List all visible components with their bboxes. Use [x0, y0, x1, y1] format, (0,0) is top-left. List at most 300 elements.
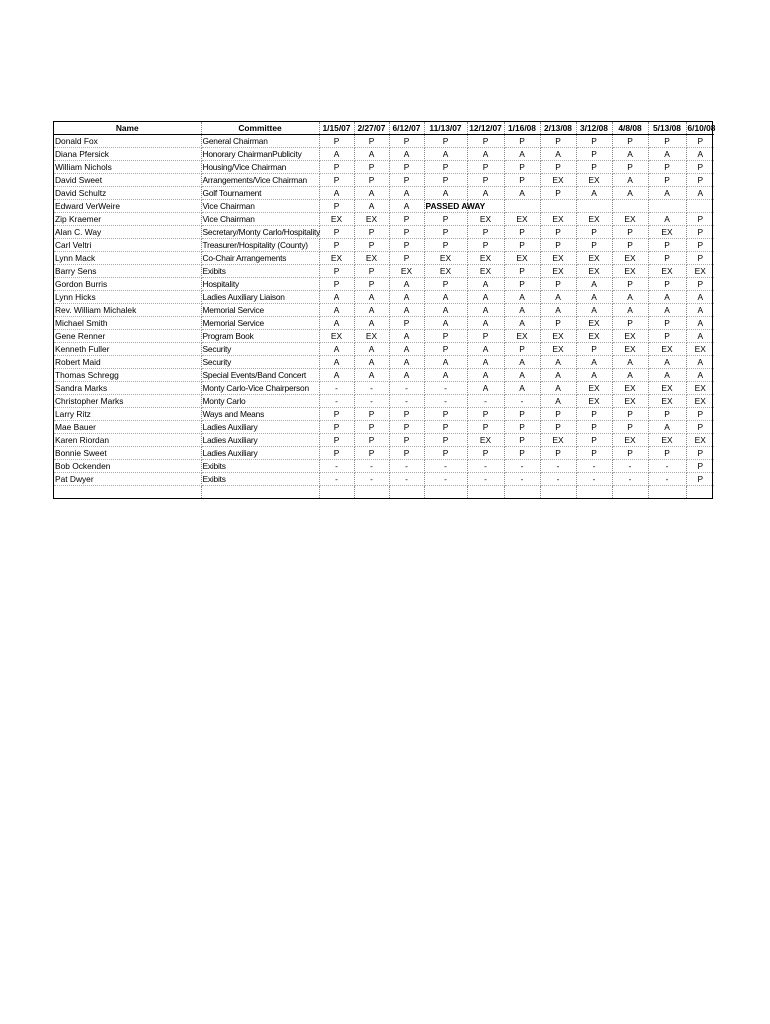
attendance-cell: P — [504, 278, 540, 291]
attendance-cell: EX — [319, 330, 354, 343]
attendance-cell: A — [686, 291, 714, 304]
attendance-cell: P — [389, 434, 424, 447]
attendance-cell: EX — [576, 265, 612, 278]
committee-cell: Monty Carlo-Vice Chairperson — [201, 382, 319, 395]
member-name: Kenneth Fuller — [54, 343, 201, 356]
attendance-cell: P — [467, 408, 504, 421]
attendance-cell: P — [504, 447, 540, 460]
attendance-cell: P — [612, 447, 648, 460]
attendance-cell: A — [612, 174, 648, 187]
committee-cell: Security — [201, 356, 319, 369]
attendance-cell: A — [576, 304, 612, 317]
table-row — [54, 174, 714, 187]
attendance-cell: A — [648, 304, 686, 317]
member-name: Karen Riordan — [54, 434, 201, 447]
member-name: Sandra Marks — [54, 382, 201, 395]
attendance-cell: P — [467, 239, 504, 252]
date-header: 6/12/07 — [389, 122, 424, 135]
member-name: David Sweet — [54, 174, 201, 187]
attendance-cell: P — [576, 226, 612, 239]
attendance-cell: P — [467, 174, 504, 187]
attendance-cell: P — [686, 447, 714, 460]
attendance-cell: P — [576, 161, 612, 174]
attendance-cell: A — [576, 278, 612, 291]
committee-cell: Secretary/Monty Carlo/Hospitality — [202, 227, 321, 237]
attendance-cell: P — [354, 434, 389, 447]
table-row — [54, 421, 714, 434]
attendance-cell: A — [504, 304, 540, 317]
attendance-cell: P — [467, 226, 504, 239]
attendance-cell: P — [504, 135, 540, 148]
attendance-cell: A — [467, 278, 504, 291]
attendance-cell: A — [686, 148, 714, 161]
attendance-cell: P — [612, 239, 648, 252]
attendance-cell: - — [389, 473, 424, 486]
attendance-cell: EX — [540, 265, 576, 278]
committee-cell: Ladies Auxiliary — [201, 434, 319, 447]
attendance-cell: A — [354, 200, 389, 213]
attendance-cell: EX — [389, 265, 424, 278]
committee-cell: Honorary ChairmanPublicity — [201, 148, 319, 161]
attendance-cell: EX — [576, 252, 612, 265]
attendance-cell: A — [576, 369, 612, 382]
attendance-cell: P — [319, 278, 354, 291]
attendance-cell: A — [612, 148, 648, 161]
date-header: 11/13/07 — [424, 122, 467, 135]
attendance-cell: P — [424, 226, 467, 239]
attendance-cell: A — [467, 304, 504, 317]
attendance-cell: EX — [686, 395, 714, 408]
attendance-cell: P — [319, 434, 354, 447]
empty-cell — [612, 486, 648, 499]
attendance-cell: A — [389, 200, 424, 213]
attendance-cell: P — [424, 278, 467, 291]
attendance-cell: A — [686, 304, 714, 317]
attendance-cell: P — [686, 161, 714, 174]
attendance-cell: EX — [648, 343, 686, 356]
attendance-cell: EX — [354, 330, 389, 343]
member-name: Gordon Burris — [54, 278, 201, 291]
attendance-cell: P — [424, 330, 467, 343]
attendance-sheet — [53, 121, 716, 499]
attendance-cell: P — [504, 161, 540, 174]
attendance-cell: P — [354, 135, 389, 148]
empty-cell — [424, 486, 467, 499]
attendance-cell: P — [540, 226, 576, 239]
attendance-cell: EX — [686, 343, 714, 356]
attendance-cell: - — [424, 395, 467, 408]
attendance-cell: A — [504, 317, 540, 330]
committee-cell: Program Book — [201, 330, 319, 343]
attendance-cell: A — [319, 343, 354, 356]
attendance-cell: P — [540, 187, 576, 200]
attendance-cell: A — [354, 148, 389, 161]
attendance-cell: P — [504, 239, 540, 252]
member-name: Larry Ritz — [54, 408, 201, 421]
attendance-cell: P — [540, 408, 576, 421]
empty-cell — [467, 486, 504, 499]
table-row — [54, 460, 714, 473]
attendance-cell: EX — [467, 252, 504, 265]
attendance-cell: - — [648, 460, 686, 473]
attendance-cell: EX — [612, 330, 648, 343]
attendance-cell: P — [389, 213, 424, 226]
attendance-cell: - — [354, 473, 389, 486]
committee-header: Committee — [201, 122, 319, 135]
attendance-cell: P — [576, 447, 612, 460]
attendance-cell: P — [389, 408, 424, 421]
empty-cell — [686, 486, 714, 499]
attendance-cell: EX — [319, 213, 354, 226]
blank-row — [54, 486, 714, 499]
member-name: Robert Maid — [54, 356, 201, 369]
status-note: PASSED AWAY — [425, 201, 486, 211]
committee-cell: Exibits — [201, 265, 319, 278]
attendance-cell: P — [389, 447, 424, 460]
attendance-cell: A — [648, 213, 686, 226]
empty-cell — [686, 200, 714, 213]
date-header: 1/15/07 — [319, 122, 354, 135]
committee-cell: Ladies Auxiliary Liaison — [201, 291, 319, 304]
attendance-cell: P — [686, 460, 714, 473]
member-name: Mae Bauer — [54, 421, 201, 434]
attendance-cell: P — [354, 239, 389, 252]
attendance-cell: - — [319, 395, 354, 408]
attendance-cell: P — [540, 161, 576, 174]
date-header: 2/27/07 — [354, 122, 389, 135]
attendance-cell: P — [389, 421, 424, 434]
attendance-cell: - — [467, 395, 504, 408]
attendance-cell: A — [540, 382, 576, 395]
attendance-cell: A — [612, 187, 648, 200]
attendance-cell: P — [424, 174, 467, 187]
attendance-cell: - — [612, 460, 648, 473]
attendance-cell: A — [686, 317, 714, 330]
attendance-cell: - — [354, 395, 389, 408]
committee-cell: Ways and Means — [201, 408, 319, 421]
attendance-cell: A — [424, 291, 467, 304]
empty-cell — [540, 486, 576, 499]
attendance-cell: A — [648, 291, 686, 304]
attendance-cell: P — [319, 174, 354, 187]
attendance-cell: P — [612, 317, 648, 330]
attendance-cell: P — [540, 135, 576, 148]
empty-cell — [576, 200, 612, 213]
attendance-table — [54, 122, 714, 498]
committee-cell: Vice Chairman — [201, 213, 319, 226]
attendance-cell: P — [319, 408, 354, 421]
table-row — [54, 226, 714, 239]
attendance-cell: EX — [648, 226, 686, 239]
committee-cell: Memorial Service — [201, 304, 319, 317]
table-row — [54, 278, 714, 291]
attendance-cell: P — [648, 239, 686, 252]
attendance-cell: - — [540, 473, 576, 486]
date-header: 1/16/08 — [504, 122, 540, 135]
attendance-cell: P — [576, 408, 612, 421]
attendance-cell: A — [648, 187, 686, 200]
attendance-cell: EX — [540, 174, 576, 187]
attendance-cell: A — [576, 187, 612, 200]
attendance-cell: P — [576, 148, 612, 161]
attendance-cell: A — [686, 330, 714, 343]
attendance-cell: A — [354, 369, 389, 382]
attendance-cell: - — [354, 460, 389, 473]
attendance-cell: A — [354, 317, 389, 330]
attendance-cell: - — [576, 460, 612, 473]
committee-cell: Monty Carlo — [201, 395, 319, 408]
attendance-cell: EX — [540, 213, 576, 226]
member-name: Diana Pfersick — [54, 148, 201, 161]
attendance-cell: P — [389, 161, 424, 174]
empty-cell — [354, 486, 389, 499]
empty-cell — [54, 486, 201, 499]
attendance-cell: P — [540, 239, 576, 252]
table-row — [54, 395, 714, 408]
attendance-cell: P — [319, 265, 354, 278]
attendance-cell: A — [467, 148, 504, 161]
attendance-cell: A — [504, 148, 540, 161]
committee-cell: Golf Tournament — [201, 187, 319, 200]
attendance-cell: P — [612, 161, 648, 174]
date-header: 2/13/08 — [540, 122, 576, 135]
attendance-cell: A — [319, 304, 354, 317]
committee-cell: Treasurer/Hospitality (County) — [201, 239, 319, 252]
attendance-cell: P — [612, 421, 648, 434]
member-name: Rev. William Michalek — [54, 304, 201, 317]
attendance-cell: P — [612, 408, 648, 421]
member-name: Zip Kraemer — [54, 213, 201, 226]
empty-cell — [648, 200, 686, 213]
attendance-cell: EX — [424, 252, 467, 265]
attendance-cell: EX — [612, 434, 648, 447]
committee-cell: Security — [201, 343, 319, 356]
table-row — [54, 473, 714, 486]
committee-cell: Memorial Service — [201, 317, 319, 330]
date-header: 5/13/08 — [648, 122, 686, 135]
attendance-cell: P — [612, 135, 648, 148]
attendance-cell: - — [319, 473, 354, 486]
table-row — [54, 356, 714, 369]
committee-cell: Exibits — [201, 473, 319, 486]
attendance-cell: EX — [648, 382, 686, 395]
attendance-cell: P — [319, 421, 354, 434]
member-name: William Nichols — [54, 161, 201, 174]
attendance-cell: A — [540, 304, 576, 317]
empty-cell — [201, 486, 319, 499]
attendance-cell: P — [389, 239, 424, 252]
member-name: Thomas Schregg — [54, 369, 201, 382]
attendance-cell: P — [648, 252, 686, 265]
table-row — [54, 187, 714, 200]
attendance-cell: A — [354, 304, 389, 317]
attendance-cell: A — [504, 291, 540, 304]
attendance-cell: EX — [648, 265, 686, 278]
attendance-cell: P — [540, 421, 576, 434]
attendance-cell: P — [612, 226, 648, 239]
attendance-cell: A — [467, 317, 504, 330]
attendance-cell: P — [424, 434, 467, 447]
attendance-cell: EX — [612, 343, 648, 356]
attendance-cell: P — [354, 421, 389, 434]
member-name: Alan C. Way — [54, 226, 201, 239]
committee-cell: Ladies Auxiliary — [201, 421, 319, 434]
attendance-cell: EX — [576, 382, 612, 395]
attendance-cell: EX — [612, 213, 648, 226]
attendance-cell: A — [389, 343, 424, 356]
attendance-cell: A — [354, 343, 389, 356]
attendance-cell: A — [319, 187, 354, 200]
attendance-cell: - — [648, 473, 686, 486]
attendance-cell: P — [648, 135, 686, 148]
attendance-cell: P — [354, 447, 389, 460]
attendance-cell: A — [467, 382, 504, 395]
table-row — [54, 135, 714, 148]
attendance-cell: A — [424, 317, 467, 330]
attendance-cell: P — [540, 447, 576, 460]
attendance-cell: A — [576, 356, 612, 369]
attendance-cell: P — [686, 252, 714, 265]
attendance-cell: P — [504, 226, 540, 239]
attendance-cell: EX — [504, 330, 540, 343]
empty-cell — [576, 486, 612, 499]
attendance-cell: A — [389, 278, 424, 291]
table-row — [54, 200, 714, 213]
attendance-cell: EX — [576, 174, 612, 187]
attendance-cell: A — [467, 369, 504, 382]
attendance-cell: P — [424, 135, 467, 148]
attendance-cell: A — [319, 369, 354, 382]
attendance-cell: P — [467, 421, 504, 434]
attendance-cell: - — [576, 473, 612, 486]
attendance-cell: - — [319, 460, 354, 473]
attendance-cell: A — [389, 304, 424, 317]
attendance-cell: P — [686, 213, 714, 226]
attendance-cell: P — [686, 174, 714, 187]
attendance-cell: A — [540, 291, 576, 304]
attendance-cell: P — [648, 408, 686, 421]
attendance-cell: P — [576, 239, 612, 252]
table-row — [54, 317, 714, 330]
attendance-cell: A — [424, 304, 467, 317]
attendance-cell: P — [319, 447, 354, 460]
attendance-cell: A — [540, 356, 576, 369]
attendance-cell: P — [354, 408, 389, 421]
attendance-cell: P — [540, 317, 576, 330]
member-name: Carl Veltri — [54, 239, 201, 252]
table-row — [54, 330, 714, 343]
table-row — [54, 434, 714, 447]
committee-cell: Hospitality — [201, 278, 319, 291]
attendance-cell: EX — [504, 252, 540, 265]
table-row — [54, 369, 714, 382]
attendance-cell: A — [354, 356, 389, 369]
attendance-cell: P — [576, 421, 612, 434]
attendance-cell: P — [319, 200, 354, 213]
table-row — [54, 161, 714, 174]
attendance-cell: P — [686, 278, 714, 291]
attendance-cell: P — [319, 226, 354, 239]
attendance-cell: EX — [467, 434, 504, 447]
member-name: Barry Sens — [54, 265, 201, 278]
date-header: 3/12/08 — [576, 122, 612, 135]
member-name: Lynn Mack — [54, 252, 201, 265]
attendance-cell: A — [467, 187, 504, 200]
attendance-cell: - — [424, 473, 467, 486]
attendance-cell: P — [504, 174, 540, 187]
attendance-cell: A — [467, 356, 504, 369]
attendance-cell: P — [686, 473, 714, 486]
attendance-cell: A — [504, 356, 540, 369]
attendance-cell: P — [686, 421, 714, 434]
empty-cell — [612, 200, 648, 213]
attendance-cell: EX — [648, 395, 686, 408]
empty-cell — [648, 486, 686, 499]
attendance-cell: P — [424, 408, 467, 421]
attendance-cell: A — [686, 356, 714, 369]
attendance-cell: EX — [540, 343, 576, 356]
attendance-cell: P — [648, 330, 686, 343]
attendance-cell: A — [319, 356, 354, 369]
attendance-cell: P — [389, 135, 424, 148]
attendance-cell: P — [354, 226, 389, 239]
attendance-cell: P — [354, 278, 389, 291]
attendance-cell: EX — [354, 252, 389, 265]
table-row — [54, 213, 714, 226]
attendance-cell: A — [424, 187, 467, 200]
attendance-cell: P — [389, 252, 424, 265]
attendance-cell: P — [504, 343, 540, 356]
member-name: Michael Smith — [54, 317, 201, 330]
attendance-cell: EX — [686, 382, 714, 395]
attendance-cell: A — [504, 369, 540, 382]
attendance-cell: A — [389, 369, 424, 382]
attendance-cell: - — [467, 473, 504, 486]
attendance-cell: EX — [540, 252, 576, 265]
attendance-cell: EX — [424, 265, 467, 278]
attendance-cell: A — [612, 356, 648, 369]
committee-cell: Co-Chair Arrangements — [201, 252, 319, 265]
attendance-cell: A — [424, 148, 467, 161]
attendance-cell: A — [648, 148, 686, 161]
attendance-cell: P — [504, 421, 540, 434]
attendance-cell: A — [467, 291, 504, 304]
attendance-cell: EX — [540, 330, 576, 343]
table-row — [54, 343, 714, 356]
committee-cell: Special Events/Band Concert — [201, 369, 319, 382]
attendance-cell: EX — [467, 213, 504, 226]
attendance-cell: P — [424, 421, 467, 434]
attendance-cell: EX — [354, 213, 389, 226]
attendance-cell: A — [648, 356, 686, 369]
attendance-cell: P — [504, 408, 540, 421]
attendance-cell: - — [504, 395, 540, 408]
attendance-cell: P — [648, 161, 686, 174]
member-name: Christopher Marks — [54, 395, 201, 408]
attendance-cell: P — [540, 278, 576, 291]
attendance-cell: P — [648, 174, 686, 187]
attendance-cell: P — [319, 161, 354, 174]
attendance-cell: EX — [576, 330, 612, 343]
attendance-cell: A — [424, 369, 467, 382]
attendance-cell: P — [648, 447, 686, 460]
attendance-cell: A — [504, 187, 540, 200]
attendance-cell: A — [504, 382, 540, 395]
attendance-cell: P — [389, 226, 424, 239]
attendance-cell: P — [389, 317, 424, 330]
empty-cell — [389, 486, 424, 499]
attendance-cell: A — [686, 187, 714, 200]
